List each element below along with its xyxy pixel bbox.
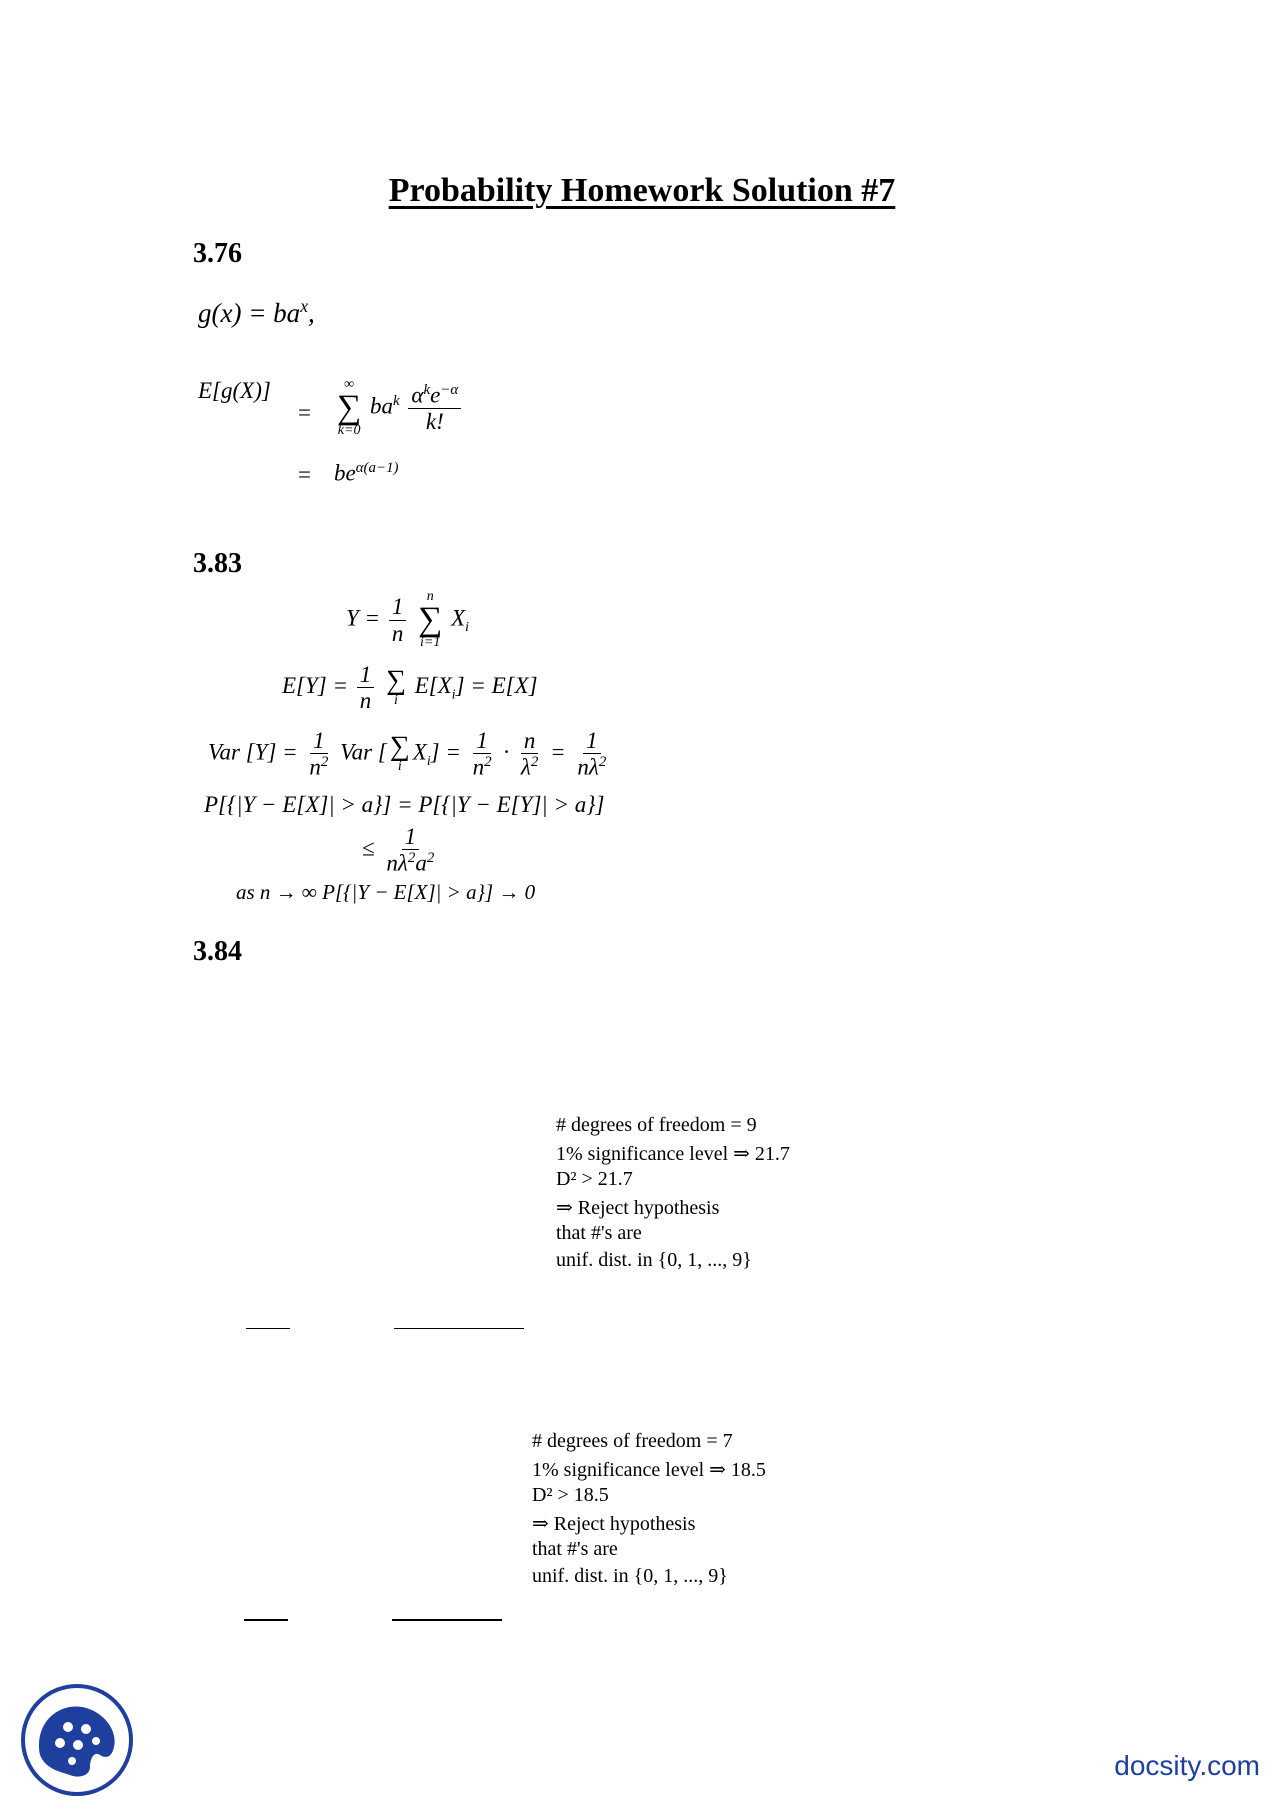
d2-sum-rule — [392, 1619, 502, 1621]
eq-sum-expression: ∞ ∑ k=0 $ba^k$ $\frac{\alpha^ke^{-\alpha}}{k!}$ — [334, 378, 464, 438]
eq-variance-y: Var [Y] = $\frac{1}{n^2}$ Var [ ∑ i $X_i$] = $\frac{1}{n^2}$ · $\frac{n}{\lambda^2}$ = $\frac{1}{n\lambda^2}$ — [208, 728, 607, 780]
docsity-logo-icon — [20, 1683, 134, 1797]
eq-equals-2: = — [298, 462, 311, 487]
section-heading-3-84: 3.84 — [193, 936, 242, 967]
docsity-brand-link[interactable]: docsity.com — [1114, 1750, 1260, 1781]
note-line: # degrees of freedom = 9 — [556, 1114, 757, 1136]
page-title: Probability Homework Solution #7 — [388, 172, 896, 209]
section-heading-3-83: 3.83 — [193, 548, 242, 579]
note-line: unif. dist. in {0, 1, ..., 9} — [532, 1565, 728, 1587]
eq-expectation-g — [198, 378, 271, 404]
note-line: unif. dist. in {0, 1, ..., 9} — [556, 1249, 752, 1271]
eq-equals-1: = — [298, 400, 311, 425]
eq-chebyshev-probability: P[{|Y − E[X]| > a}] = P[{|Y − E[Y]| > a}] — [204, 792, 605, 817]
note-line: D² > 21.7 — [556, 1168, 633, 1190]
eq-chebyshev-bound: ≤ $\frac{1}{n\lambda^2a^2}$ — [362, 824, 435, 876]
eq-lhs: E[g(X)] — [198, 378, 271, 403]
note-line: ⇒ Reject hypothesis — [532, 1513, 696, 1535]
note-line: that #'s are — [556, 1222, 642, 1244]
eq-y-definition: Y = $\frac{1}{n}$ n ∑ i=1 $X_i$ — [346, 589, 469, 651]
section-heading-3-76: 3.76 — [193, 238, 242, 269]
note-line: # degrees of freedom = 7 — [532, 1430, 733, 1452]
note-line: 1% significance level ⇒ 18.5 — [532, 1459, 766, 1481]
obs-sum-rule — [246, 1328, 290, 1330]
note-line: 1% significance level ⇒ 21.7 — [556, 1143, 790, 1165]
note-line: ⇒ Reject hypothesis — [556, 1197, 720, 1219]
eq-expectation-y: E[Y] = $\frac{1}{n}$ ∑ i $E[X_i] = E[X]$ — [282, 662, 538, 714]
note-line: that #'s are — [532, 1538, 618, 1560]
obs-sum-rule — [244, 1619, 288, 1621]
eq-result: $be^{\alpha(a-1)}$ — [334, 460, 399, 486]
eq-g-definition: $g(x) = ba^x$, — [198, 296, 315, 328]
eq-limit: as n → ∞ P[{|Y − E[X]| > a}] → 0 — [236, 880, 536, 904]
d2-sum-rule — [394, 1328, 524, 1330]
note-line: D² > 18.5 — [532, 1484, 609, 1506]
